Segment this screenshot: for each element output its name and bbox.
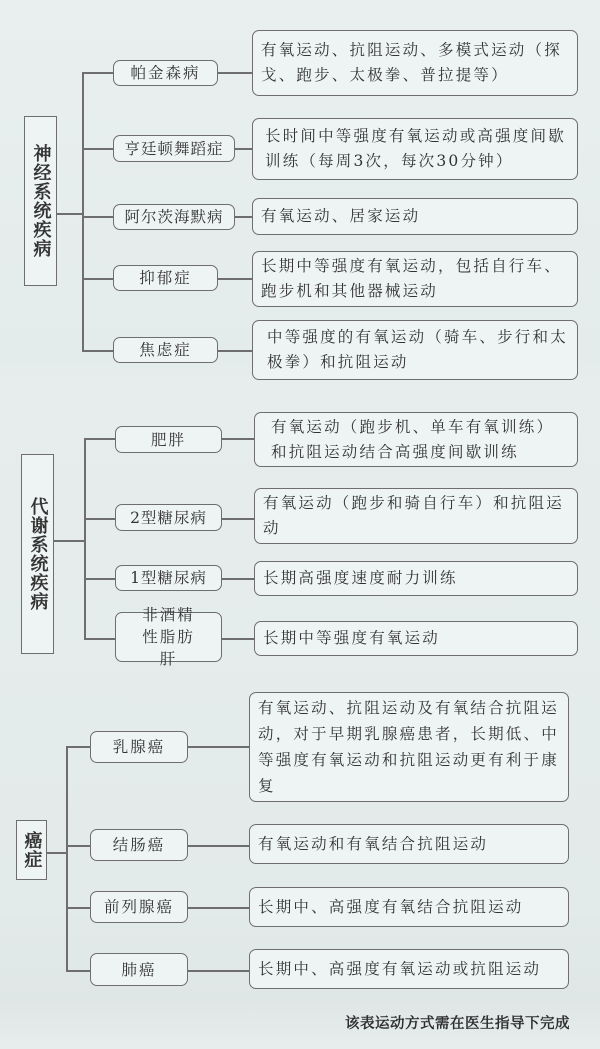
connector (222, 438, 255, 440)
connector (188, 845, 250, 847)
disease-nafld: 非酒精性脂肪肝 (115, 612, 222, 662)
disease-breast-cancer: 乳腺癌 (90, 731, 188, 763)
disease-colon-cancer: 结肠癌 (90, 829, 188, 861)
disease-huntingtons: 亨廷顿舞蹈症 (113, 135, 235, 162)
connector (82, 278, 114, 280)
connector (54, 540, 85, 542)
category-neurological: 神经系统疾病 (24, 116, 57, 286)
connector (234, 216, 253, 218)
disease-alzheimers: 阿尔茨海默病 (113, 204, 235, 230)
exercise-lung-cancer: 长期中、高强度有氧运动或抗阻运动 (249, 949, 569, 989)
connector (82, 148, 114, 150)
footer-note: 该表运动方式需在医生指导下完成 (345, 1016, 570, 1032)
exercise-nafld: 长期中等强度有氧运动 (254, 621, 578, 656)
disease-prostate-cancer: 前列腺癌 (90, 891, 188, 923)
trunk-line (84, 438, 86, 639)
exercise-anxiety: 中等强度的有氧运动（骑车、步行和太极拳）和抗阻运动 (252, 320, 578, 380)
connector (222, 578, 255, 580)
connector (222, 638, 255, 640)
connector (188, 970, 250, 972)
connector (218, 278, 253, 280)
disease-parkinsons: 帕金森病 (113, 60, 218, 86)
disease-depression: 抑郁症 (113, 265, 218, 291)
exercise-breast-cancer: 有氧运动、抗阻运动及有氧结合抗阻运动，对于早期乳腺癌患者，长期低、中等强度有氧运动和抗阻运动更有利于康复 (249, 692, 569, 802)
exercise-colon-cancer: 有氧运动和有氧结合抗阻运动 (249, 824, 569, 864)
exercise-depression: 长期中等强度有氧运动，包括自行车、跑步机和其他器械运动 (252, 251, 578, 307)
trunk-line (82, 72, 84, 350)
exercise-type2-diabetes: 有氧运动（跑步和骑自行车）和抗阻运动 (254, 488, 578, 544)
connector (66, 845, 91, 847)
exercise-prostate-cancer: 长期中、高强度有氧结合抗阻运动 (249, 887, 569, 927)
connector (218, 72, 253, 74)
disease-type1-diabetes: 1型糖尿病 (115, 565, 222, 591)
connector (57, 213, 83, 215)
category-cancer: 癌症 (16, 820, 47, 880)
connector (84, 518, 116, 520)
connector (82, 216, 114, 218)
exercise-huntingtons: 长时间中等强度有氧运动或高强度间歇训练（每周3次，每次30分钟） (252, 118, 578, 180)
disease-lung-cancer: 肺癌 (90, 953, 188, 986)
connector (84, 438, 116, 440)
connector (84, 638, 116, 640)
connector (47, 852, 67, 854)
connector (84, 578, 116, 580)
exercise-parkinsons: 有氧运动、抗阻运动、多模式运动（探戈、跑步、太极拳、普拉提等） (252, 30, 578, 96)
exercise-alzheimers: 有氧运动、居家运动 (252, 198, 578, 235)
connector (66, 746, 91, 748)
disease-obesity: 肥胖 (115, 426, 222, 453)
connector (66, 970, 91, 972)
connector (82, 350, 114, 352)
exercise-obesity: 有氧运动（跑步机、单车有氧训练）和抗阻运动结合高强度间歇训练 (254, 412, 578, 467)
connector (218, 350, 253, 352)
disease-type2-diabetes: 2型糖尿病 (115, 504, 222, 531)
connector (66, 907, 91, 909)
connector (82, 72, 114, 74)
disease-anxiety: 焦虑症 (113, 337, 218, 363)
connector (188, 746, 250, 748)
exercise-type1-diabetes: 长期高强度速度耐力训练 (254, 561, 578, 596)
category-metabolic: 代谢系统疾病 (21, 454, 54, 654)
connector (188, 907, 250, 909)
trunk-line (66, 746, 68, 971)
connector (222, 518, 255, 520)
connector (234, 148, 253, 150)
